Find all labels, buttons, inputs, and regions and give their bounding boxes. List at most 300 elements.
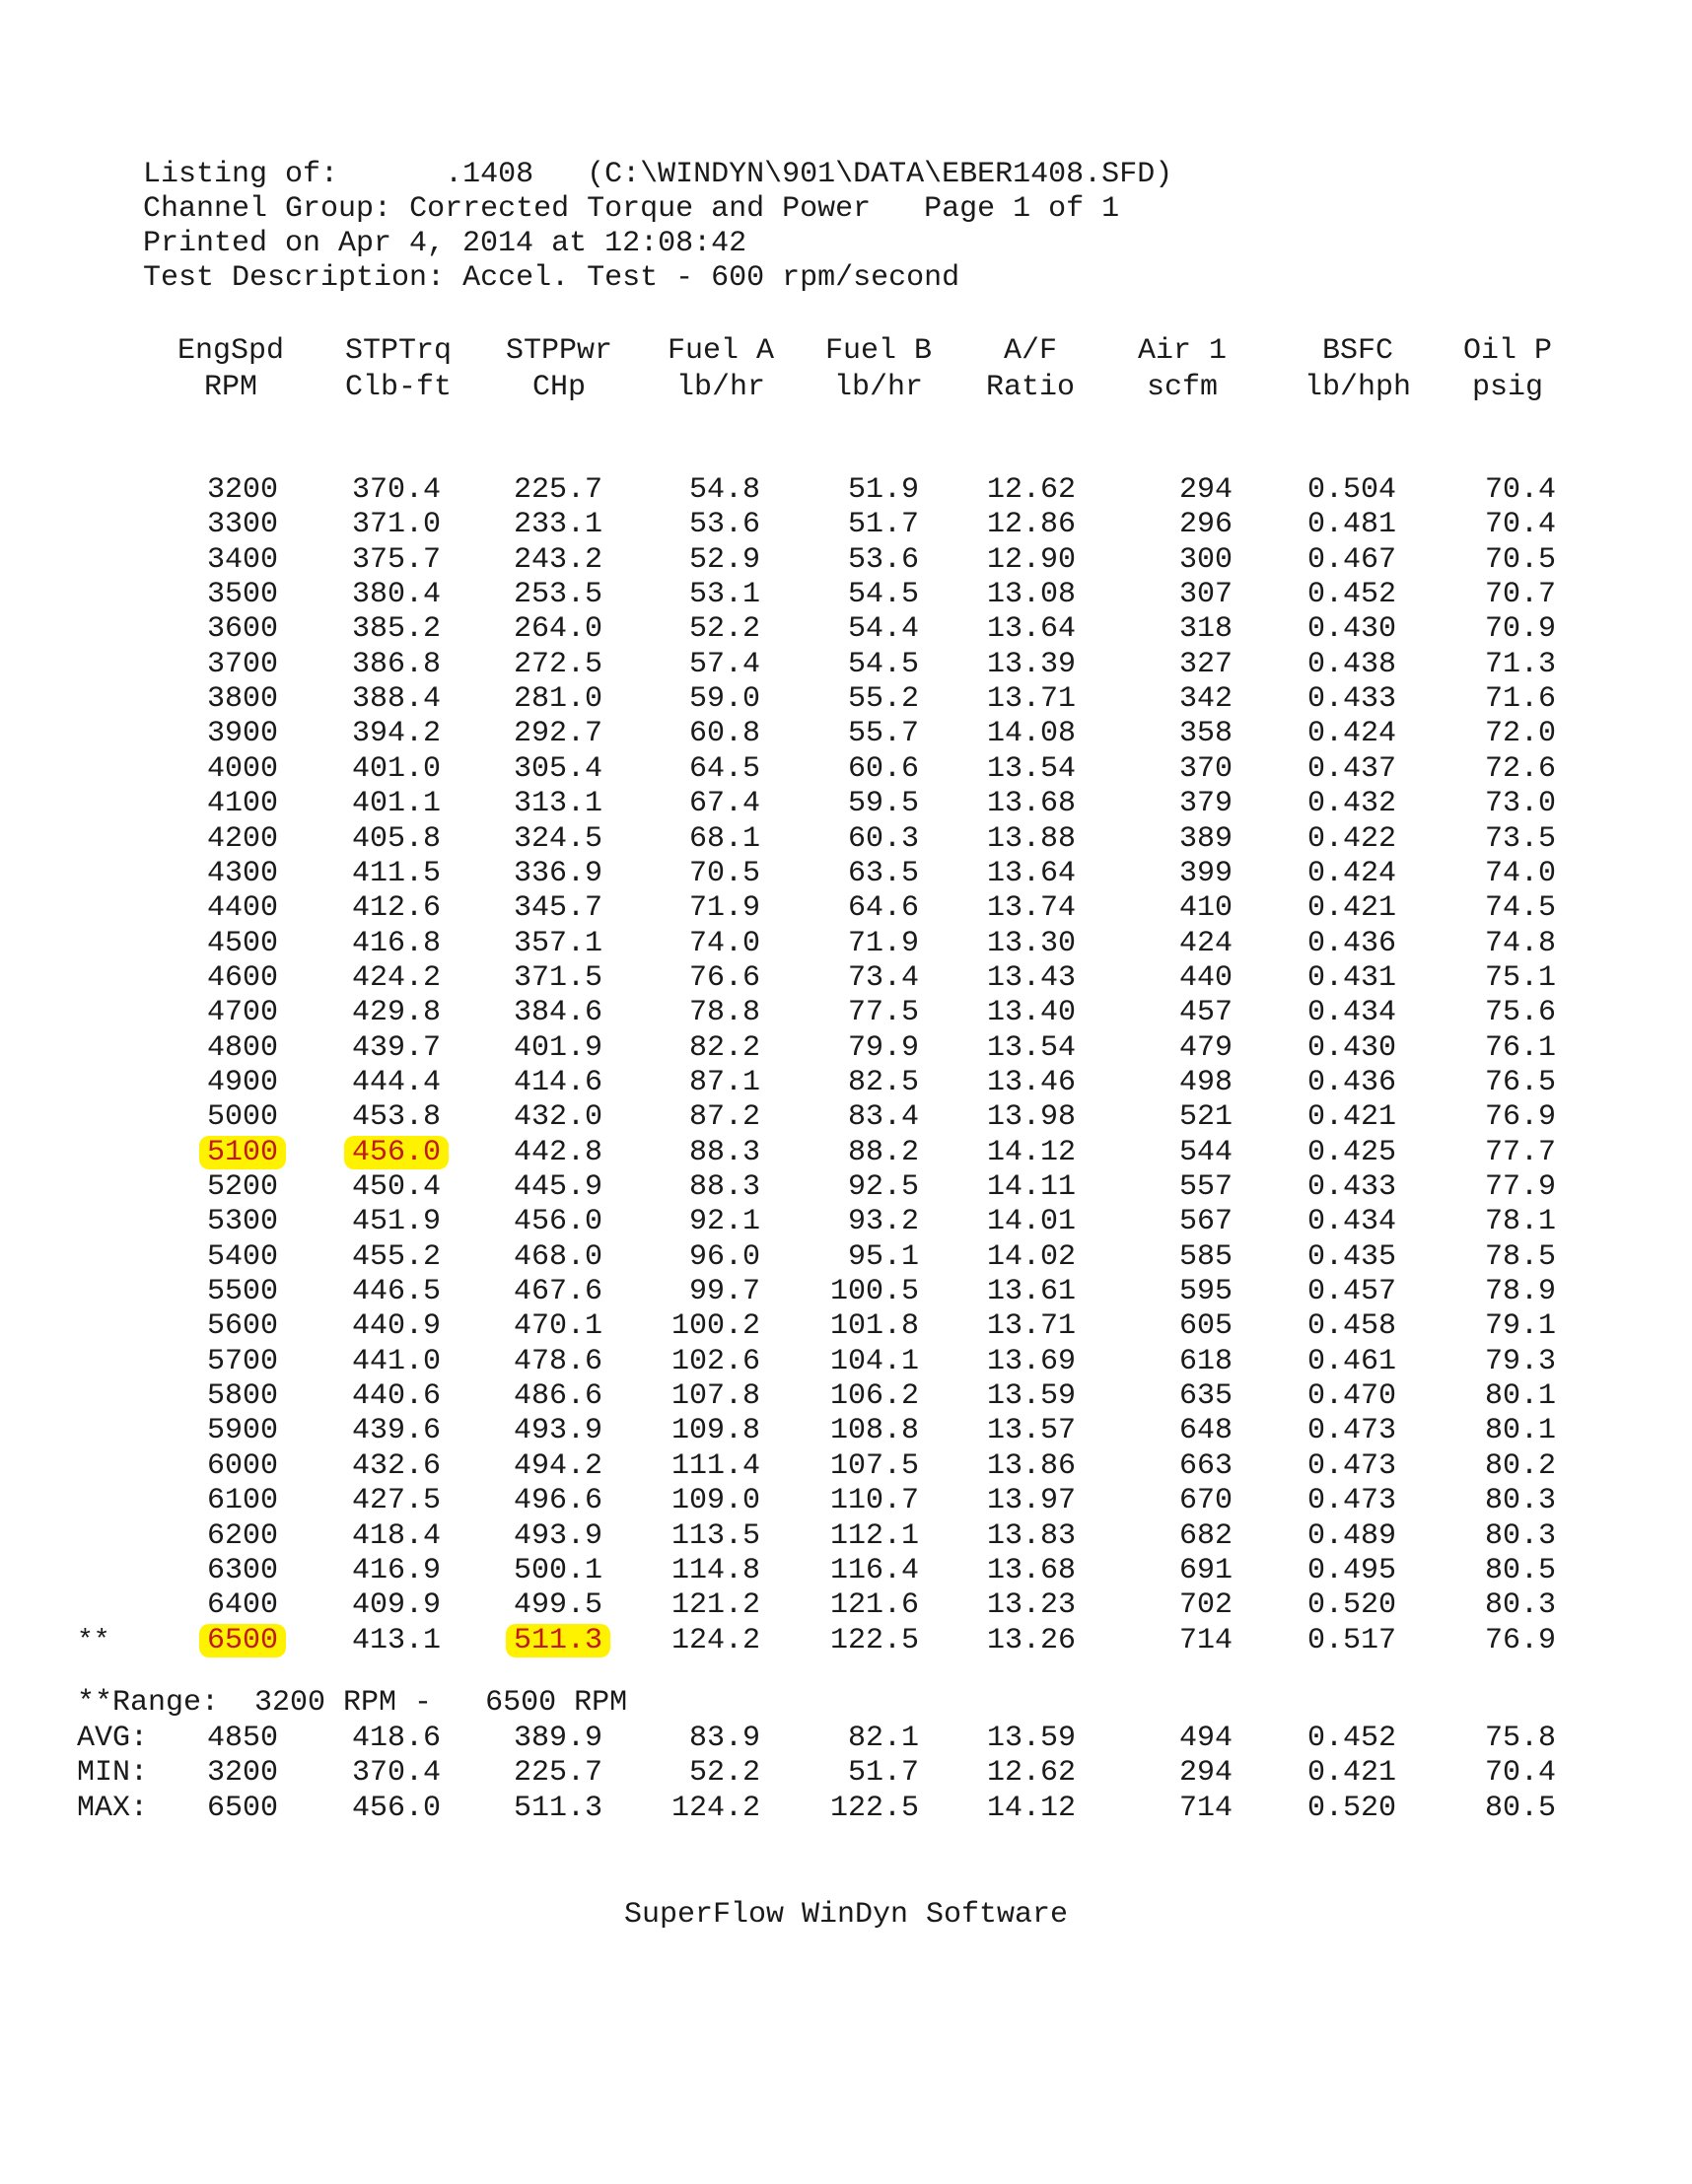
table-cell: 225.7 [513, 473, 602, 507]
table-cell: 13.54 [986, 1030, 1076, 1065]
table-cell: 605 [1178, 1309, 1233, 1344]
table-cell: 0.434 [1306, 1205, 1396, 1239]
table-cell: 13.83 [986, 1518, 1076, 1553]
table-cell [199, 1624, 278, 1658]
table-cell: 292.7 [513, 717, 602, 751]
table-cell: 13.40 [986, 996, 1076, 1030]
table-cell: 557 [1178, 1170, 1233, 1204]
table-cell: 5800 [206, 1379, 278, 1414]
table-cell: 88.2 [847, 1135, 919, 1169]
table-cell: 96.0 [688, 1239, 760, 1274]
column-header [952, 333, 1109, 406]
column-header-name: STPPwr [505, 334, 613, 368]
table-cell: 0.438 [1306, 647, 1396, 681]
table-cell [199, 1136, 278, 1170]
column-header-name: Fuel A [667, 334, 775, 368]
table-row [0, 1240, 1692, 1275]
summary-cell: 494 [1178, 1721, 1233, 1755]
table-cell: 401.1 [351, 787, 441, 821]
table-cell: 0.433 [1306, 682, 1396, 717]
table-cell: 71.6 [1484, 682, 1556, 717]
column-header-name: STPTrq [344, 334, 453, 368]
table-cell: 0.434 [1306, 996, 1396, 1030]
table-cell: 13.64 [986, 612, 1076, 647]
table-row [0, 1624, 1692, 1658]
table-cell: 456.0 [513, 1205, 602, 1239]
table-cell: 80.1 [1484, 1414, 1556, 1448]
table-row [0, 857, 1692, 891]
table-cell: 12.62 [986, 473, 1076, 507]
table-cell: 411.5 [351, 856, 441, 890]
summary-cell: 13.59 [986, 1721, 1076, 1755]
table-row [0, 822, 1692, 857]
table-cell: 451.9 [351, 1205, 441, 1239]
table-cell: 60.3 [847, 821, 919, 856]
table-cell: 0.424 [1306, 717, 1396, 751]
table-cell: 446.5 [351, 1275, 441, 1309]
summary-cell: 294 [1178, 1756, 1233, 1790]
table-cell: 3400 [206, 542, 278, 577]
table-cell: 107.8 [670, 1379, 760, 1414]
table-cell: 113.5 [670, 1518, 760, 1553]
table-cell: 13.68 [986, 787, 1076, 821]
table-cell: 13.61 [986, 1275, 1076, 1309]
summary-cell: 80.5 [1484, 1791, 1556, 1825]
table-cell: 76.9 [1484, 1623, 1556, 1657]
table-cell: 307 [1178, 578, 1233, 612]
column-header-name: Fuel B [824, 334, 933, 368]
table-cell: 13.54 [986, 751, 1076, 786]
summary-cell: 370.4 [351, 1756, 441, 1790]
table-cell: 296 [1178, 508, 1233, 542]
table-cell: 272.5 [513, 647, 602, 681]
table-cell: 4500 [206, 926, 278, 960]
column-header-name: BSFC [1321, 334, 1393, 368]
table-row [0, 996, 1692, 1030]
table-cell: 521 [1178, 1100, 1233, 1135]
table-cell: 80.1 [1484, 1379, 1556, 1414]
table-cell: 93.2 [847, 1205, 919, 1239]
table-row [0, 1345, 1692, 1379]
table-cell: 52.2 [688, 612, 760, 647]
table-cell: 0.458 [1306, 1309, 1396, 1344]
table-cell: 357.1 [513, 926, 602, 960]
table-row [0, 1484, 1692, 1518]
table-cell: 73.0 [1484, 787, 1556, 821]
table-cell: 394.2 [351, 717, 441, 751]
table-cell: 54.5 [847, 647, 919, 681]
summary-label: MIN: [77, 1756, 149, 1790]
table-cell: 73.4 [847, 960, 919, 995]
table-row [0, 1275, 1692, 1309]
table-row [0, 1066, 1692, 1100]
table-cell: 413.1 [351, 1623, 441, 1657]
table-cell: 342 [1178, 682, 1233, 717]
table-cell: 0.431 [1306, 960, 1396, 995]
table-cell: 702 [1178, 1588, 1233, 1623]
table-cell: 53.6 [847, 542, 919, 577]
summary-row [0, 1792, 1692, 1826]
table-cell: 233.1 [513, 508, 602, 542]
table-cell: 0.504 [1306, 473, 1396, 507]
range-line [0, 1686, 1692, 1721]
table-cell: 106.2 [829, 1379, 919, 1414]
table-cell: 14.02 [986, 1239, 1076, 1274]
last-row-marker: ** [77, 1625, 110, 1656]
column-header [480, 333, 638, 406]
table-cell: 5400 [206, 1239, 278, 1274]
table-cell: 6400 [206, 1588, 278, 1623]
column-header-unit: RPM [203, 371, 257, 404]
table-cell: 100.5 [829, 1275, 919, 1309]
table-cell: 57.4 [688, 647, 760, 681]
table-cell: 0.432 [1306, 787, 1396, 821]
table-cell: 51.9 [847, 473, 919, 507]
table-cell: 87.1 [688, 1065, 760, 1099]
column-header-unit: CHp [531, 371, 586, 404]
table-row [0, 1170, 1692, 1205]
listing-value: .1408 (C:\WINDYN\901\DATA\EBER1408.SFD) [445, 158, 1173, 191]
listing-line [143, 158, 1172, 192]
table-cell: 499.5 [513, 1588, 602, 1623]
table-cell: 76.9 [1484, 1100, 1556, 1135]
table-cell: 0.452 [1306, 578, 1396, 612]
summary-cell: 225.7 [513, 1756, 602, 1790]
table-cell: 74.5 [1484, 891, 1556, 926]
table-cell: 453.8 [351, 1100, 441, 1135]
table-cell: 13.74 [986, 891, 1076, 926]
summary-cell: 14.12 [986, 1791, 1076, 1825]
table-cell: 64.5 [688, 751, 760, 786]
table-cell: 0.430 [1306, 612, 1396, 647]
table-cell: 439.6 [351, 1414, 441, 1448]
table-cell: 386.8 [351, 647, 441, 681]
column-header [1429, 333, 1586, 406]
table-cell: 60.8 [688, 717, 760, 751]
table-cell: 14.08 [986, 717, 1076, 751]
printed-line: Printed on Apr 4, 2014 at 12:08:42 [143, 227, 747, 260]
table-cell: 663 [1178, 1448, 1233, 1483]
table-cell: 5200 [206, 1170, 278, 1204]
summary-row [0, 1722, 1692, 1756]
table-cell: 74.0 [1484, 856, 1556, 890]
highlighted-value: 5100 [199, 1136, 286, 1169]
table-cell: 124.2 [670, 1623, 760, 1657]
table-cell: 412.6 [351, 891, 441, 926]
table-cell: 496.6 [513, 1484, 602, 1518]
table-row [0, 752, 1692, 787]
table-cell: 77.5 [847, 996, 919, 1030]
table-cell: 0.517 [1306, 1623, 1396, 1657]
table-cell: 60.6 [847, 751, 919, 786]
column-header-unit: Clb-ft [344, 371, 453, 404]
column-header-name: Oil P [1462, 334, 1552, 368]
table-cell: 109.0 [670, 1484, 760, 1518]
column-header [800, 333, 957, 406]
table-cell: 0.467 [1306, 542, 1396, 577]
table-cell: 114.8 [670, 1553, 760, 1587]
table-cell: 375.7 [351, 542, 441, 577]
table-cell: 13.46 [986, 1065, 1076, 1099]
listing-label: Listing of: [143, 158, 339, 191]
table-cell: 585 [1178, 1239, 1233, 1274]
column-header [152, 333, 310, 406]
table-cell: 313.1 [513, 787, 602, 821]
column-header-name: EngSpd [176, 334, 285, 368]
table-cell: 13.08 [986, 578, 1076, 612]
table-cell: 78.5 [1484, 1239, 1556, 1274]
table-cell: 6300 [206, 1553, 278, 1587]
table-cell: 0.433 [1306, 1170, 1396, 1204]
table-cell: 100.2 [670, 1309, 760, 1344]
table-cell: 13.23 [986, 1588, 1076, 1623]
table-cell: 4400 [206, 891, 278, 926]
table-row [0, 1136, 1692, 1170]
summary-cell: 418.6 [351, 1721, 441, 1755]
table-row [0, 1449, 1692, 1484]
table-cell: 401.0 [351, 751, 441, 786]
table-cell: 13.71 [986, 1309, 1076, 1344]
table-cell: 74.0 [688, 926, 760, 960]
table-cell: 70.9 [1484, 612, 1556, 647]
table-cell: 388.4 [351, 682, 441, 717]
summary-cell: 0.520 [1306, 1791, 1396, 1825]
table-cell: 5000 [206, 1100, 278, 1135]
table-cell: 79.9 [847, 1030, 919, 1065]
table-cell: 95.1 [847, 1239, 919, 1274]
table-cell: 370 [1178, 751, 1233, 786]
table-cell: 63.5 [847, 856, 919, 890]
table-cell: 358 [1178, 717, 1233, 751]
summary-cell: 12.62 [986, 1756, 1076, 1790]
table-cell: 88.3 [688, 1135, 760, 1169]
channel-line [143, 192, 1172, 227]
table-row [0, 717, 1692, 751]
column-header-name: Air 1 [1137, 334, 1227, 368]
table-cell: 416.9 [351, 1553, 441, 1587]
table-cell: 385.2 [351, 612, 441, 647]
table-row [0, 891, 1692, 926]
table-cell: 0.435 [1306, 1239, 1396, 1274]
table-cell: 714 [1178, 1623, 1233, 1657]
table-row [0, 1588, 1692, 1623]
table-cell: 52.9 [688, 542, 760, 577]
table-cell: 595 [1178, 1275, 1233, 1309]
table-cell: 12.86 [986, 508, 1076, 542]
table-cell: 75.6 [1484, 996, 1556, 1030]
table-cell: 427.5 [351, 1484, 441, 1518]
table-cell: 92.5 [847, 1170, 919, 1204]
table-cell: 4700 [206, 996, 278, 1030]
table-cell: 3600 [206, 612, 278, 647]
summary-cell: 4850 [206, 1721, 278, 1755]
column-header-unit: lb/hr [675, 371, 765, 404]
table-cell: 111.4 [670, 1448, 760, 1483]
table-cell: 80.5 [1484, 1553, 1556, 1587]
column-header-unit: Ratio [985, 371, 1075, 404]
table-cell: 3900 [206, 717, 278, 751]
table-cell: 4800 [206, 1030, 278, 1065]
test-line [143, 261, 1172, 296]
table-cell: 500.1 [513, 1553, 602, 1587]
table-cell: 54.5 [847, 578, 919, 612]
table-cell: 618 [1178, 1344, 1233, 1378]
table-cell: 670 [1178, 1484, 1233, 1518]
summary-row [0, 1756, 1692, 1791]
table-cell: 13.69 [986, 1344, 1076, 1378]
table-cell: 77.7 [1484, 1135, 1556, 1169]
table-cell: 13.71 [986, 682, 1076, 717]
table-cell: 405.8 [351, 821, 441, 856]
table-cell: 294 [1178, 473, 1233, 507]
table-cell: 424 [1178, 926, 1233, 960]
table-cell: 470.1 [513, 1309, 602, 1344]
column-header-unit: lb/hr [833, 371, 923, 404]
table-cell: 13.97 [986, 1484, 1076, 1518]
table-row [0, 682, 1692, 717]
channel-label: Channel Group: [143, 192, 392, 226]
table-cell: 5900 [206, 1414, 278, 1448]
column-header [1279, 333, 1437, 406]
table-cell: 457 [1178, 996, 1233, 1030]
table-cell: 79.3 [1484, 1344, 1556, 1378]
column-header-unit: psig [1471, 371, 1543, 404]
test-label: Test Description: [143, 261, 446, 295]
table-cell: 102.6 [670, 1344, 760, 1378]
table-cell: 51.7 [847, 508, 919, 542]
table-cell: 424.2 [351, 960, 441, 995]
table-cell: 75.1 [1484, 960, 1556, 995]
table-cell: 380.4 [351, 578, 441, 612]
column-header-name: A/F [1003, 334, 1057, 368]
table-cell: 71.9 [847, 926, 919, 960]
table-cell: 70.4 [1484, 473, 1556, 507]
table-cell [344, 1136, 441, 1170]
page-info: Page 1 of 1 [924, 192, 1120, 226]
table-row [0, 1414, 1692, 1448]
table-cell: 53.6 [688, 508, 760, 542]
table-cell: 318 [1178, 612, 1233, 647]
table-cell: 13.30 [986, 926, 1076, 960]
table-cell: 0.430 [1306, 1030, 1396, 1065]
table-cell: 440.9 [351, 1309, 441, 1344]
table-cell: 104.1 [829, 1344, 919, 1378]
table-cell: 77.9 [1484, 1170, 1556, 1204]
table-cell: 0.473 [1306, 1484, 1396, 1518]
table-cell: 494.2 [513, 1448, 602, 1483]
table-cell: 439.7 [351, 1030, 441, 1065]
table-cell: 71.3 [1484, 647, 1556, 681]
table-cell: 80.3 [1484, 1588, 1556, 1623]
table-cell: 4900 [206, 1065, 278, 1099]
table-cell: 3200 [206, 473, 278, 507]
table-cell: 80.3 [1484, 1518, 1556, 1553]
table-cell: 4100 [206, 787, 278, 821]
table-cell: 691 [1178, 1553, 1233, 1587]
table-row [0, 787, 1692, 821]
column-header [1103, 333, 1261, 406]
table-cell: 0.481 [1306, 508, 1396, 542]
table-cell: 0.421 [1306, 1100, 1396, 1135]
table-row [0, 612, 1692, 647]
table-cell: 83.4 [847, 1100, 919, 1135]
table-cell: 82.5 [847, 1065, 919, 1099]
table-cell: 4300 [206, 856, 278, 890]
table-cell: 635 [1178, 1379, 1233, 1414]
table-cell: 13.43 [986, 960, 1076, 995]
summary-cell: 124.2 [670, 1791, 760, 1825]
test-value: Accel. Test - 600 rpm/second [462, 261, 960, 295]
table-cell: 0.470 [1306, 1379, 1396, 1414]
table-cell: 478.6 [513, 1344, 602, 1378]
table-cell: 379 [1178, 787, 1233, 821]
table-cell: 6000 [206, 1448, 278, 1483]
table-cell: 5600 [206, 1309, 278, 1344]
table-cell: 67.4 [688, 787, 760, 821]
table-cell: 305.4 [513, 751, 602, 786]
table-cell: 281.0 [513, 682, 602, 717]
table-cell: 55.2 [847, 682, 919, 717]
summary-cell: 83.9 [688, 1721, 760, 1755]
summary-cell: 75.8 [1484, 1721, 1556, 1755]
table-cell: 3500 [206, 578, 278, 612]
summary-label: AVG: [77, 1721, 149, 1755]
table-cell: 486.6 [513, 1379, 602, 1414]
table-cell: 371.0 [351, 508, 441, 542]
summary-cell: 3200 [206, 1756, 278, 1790]
table-cell: 76.6 [688, 960, 760, 995]
channel-value: Corrected Torque and Power [409, 192, 872, 226]
table-cell: 0.436 [1306, 926, 1396, 960]
table-cell: 59.0 [688, 682, 760, 717]
table-cell: 87.2 [688, 1100, 760, 1135]
column-header-unit: scfm [1146, 371, 1218, 404]
table-cell: 410 [1178, 891, 1233, 926]
table-cell: 493.9 [513, 1414, 602, 1448]
table-cell: 493.9 [513, 1518, 602, 1553]
table-cell: 107.5 [829, 1448, 919, 1483]
table-row [0, 1205, 1692, 1239]
summary-cell: 51.7 [847, 1756, 919, 1790]
table-cell: 82.2 [688, 1030, 760, 1065]
table-cell: 122.5 [829, 1623, 919, 1657]
table-row [0, 648, 1692, 682]
table-row [0, 508, 1692, 542]
table-cell: 401.9 [513, 1030, 602, 1065]
table-cell: 253.5 [513, 578, 602, 612]
column-header [642, 333, 800, 406]
highlighted-value: 6500 [199, 1624, 286, 1657]
table-cell: 55.7 [847, 717, 919, 751]
table-cell: 73.5 [1484, 821, 1556, 856]
table-cell: 80.3 [1484, 1484, 1556, 1518]
summary-cell: 511.3 [513, 1791, 602, 1825]
table-cell: 3700 [206, 647, 278, 681]
table-cell: 440.6 [351, 1379, 441, 1414]
column-header-unit: lb/hph [1304, 371, 1412, 404]
table-cell: 110.7 [829, 1484, 919, 1518]
table-cell: 384.6 [513, 996, 602, 1030]
table-cell: 0.461 [1306, 1344, 1396, 1378]
table-cell: 4000 [206, 751, 278, 786]
table-cell: 0.425 [1306, 1135, 1396, 1169]
table-cell: 0.457 [1306, 1275, 1396, 1309]
table-cell: 54.8 [688, 473, 760, 507]
table-cell: 70.4 [1484, 508, 1556, 542]
table-cell: 441.0 [351, 1344, 441, 1378]
table-cell: 324.5 [513, 821, 602, 856]
table-cell: 13.88 [986, 821, 1076, 856]
